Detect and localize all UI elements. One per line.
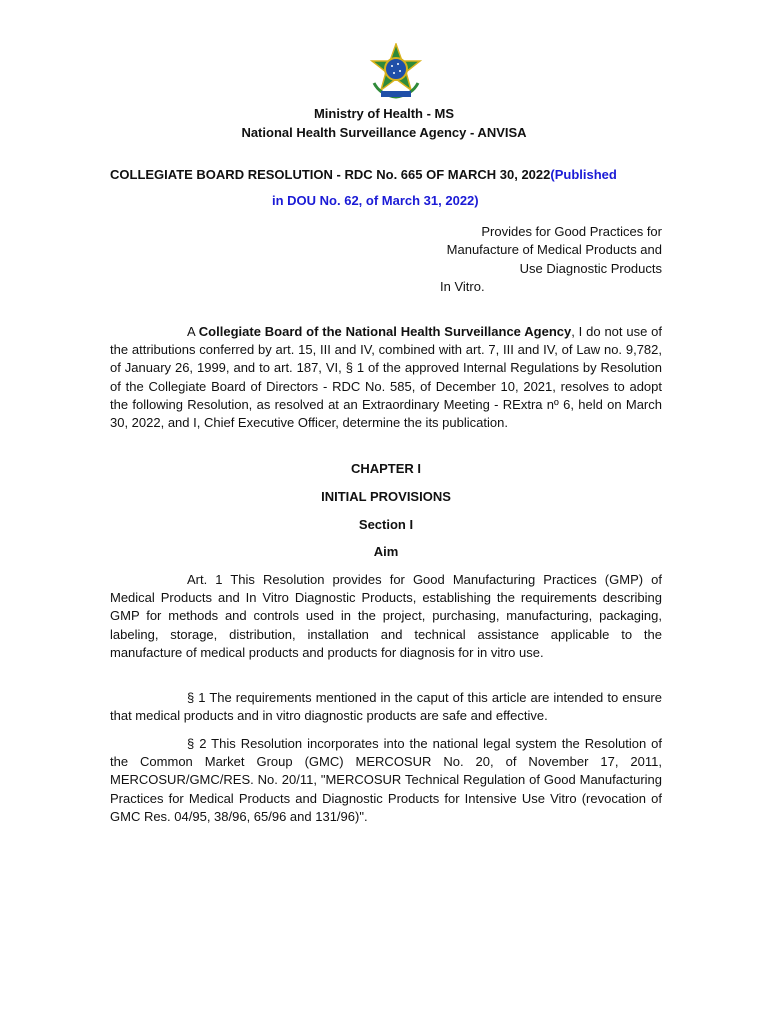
ementa-line-2: Manufacture of Medical Products and [446,242,662,257]
published-note-end: in DOU No. 62, of March 31, 2022) [272,193,479,208]
paragraph-2-text: § 2 This Resolution incorporates into the national legal system the Resolution of the Common Market Group (GMC) MERCOSUR No. 20, of November 17, 2011, MERCOSUR/GMC/RES. No. 20/11, "MERCOSUR Technical Regulation of Good Manufacturing Practices for Medical Products and Diagnostic Products for Intensive Use Vitro (revocation of GMC Res. 04/95, 38/96, 65/96 and 131/96)". [110,736,662,824]
preamble-lead: A [187,324,199,339]
ementa-line-1: Provides for Good Practices for [481,224,662,239]
preamble-paragraph [110,323,662,432]
paragraph-1-text: § 1 The requirements mentioned in the caput of this article are intended to ensure that medical products and in vitro diagnostic products are safe and effective. [110,690,662,724]
paragraph-2 [110,735,662,826]
section-title: Aim [373,544,399,559]
resolution-title-text: COLLEGIATE BOARD RESOLUTION - RDC No. 665 OF MARCH 30, 2022 [110,167,551,182]
ementa-line-4: In Vitro. [440,279,485,294]
chapter-heading: CHAPTER I [350,461,422,476]
resolution-title [110,166,670,184]
chapter-title: INITIAL PROVISIONS [321,489,451,504]
paragraph-1 [110,689,662,725]
brazil-coat-of-arms-icon [368,43,424,101]
section-heading: Section I [358,517,414,532]
article-1 [110,571,662,662]
preamble-board: Collegiate Board of the National Health Surveillance Agency [198,324,572,339]
ministry-heading: Ministry of Health - MS [313,106,455,121]
published-note-start: (Published [550,167,617,182]
agency-heading: National Health Surveillance Agency - ANVISA [241,125,527,140]
preamble-rest: , I do not use of the attributions conferred by art. 15, III and IV, combined with art. 7, III and IV, of Law no. 9,782, of January 26, 1999, and to art. 187, VI, § 1 of the approved Internal Regulations by Resolution of the Collegiate Board of Directors - RDC No. 585, of December 10, 2021, resolves to adopt the following Resolution, as resolved at an Extraordinary Meeting - RExtra nº 6, held on March 30, 2022, and I, Chief Executive Officer, determine the its publication. [110,324,662,431]
ementa-line-3: Use Diagnostic Products [519,261,662,276]
article-1-text: Art. 1 This Resolution provides for Good Manufacturing Practices (GMP) of Medical Products and In Vitro Diagnostic Products, establishing the requirements describing GMP for methods and controls used in the project, purchasing, manufacturing, packaging, labeling, storage, distribution, installation and technical assistance applicable to the manufacture of medical products and products for diagnosis for in vitro use. [110,572,662,660]
